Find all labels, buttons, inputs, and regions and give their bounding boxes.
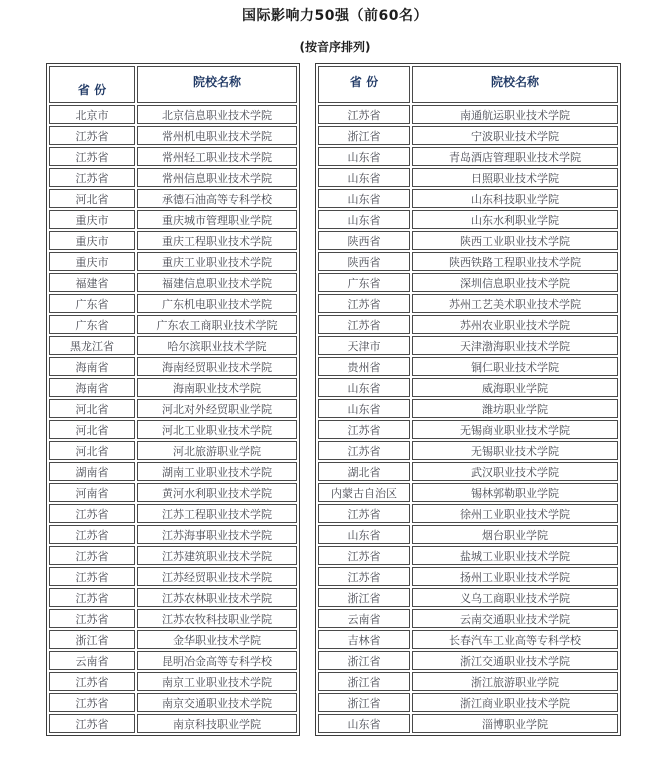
province-cell: 江苏省 xyxy=(49,126,135,145)
table-row xyxy=(49,441,297,460)
institution-cell: 无锡职业技术学院 xyxy=(412,441,618,460)
table-row xyxy=(49,609,297,628)
institution-cell: 浙江商业职业技术学院 xyxy=(412,693,618,712)
institution-cell: 广东机电职业技术学院 xyxy=(137,294,297,313)
province-cell: 广东省 xyxy=(318,273,410,292)
province-cell: 海南省 xyxy=(49,357,135,376)
table-row xyxy=(318,210,618,229)
table-row xyxy=(318,525,618,544)
page-subtitle: (按音序排列) xyxy=(299,40,371,54)
table-row xyxy=(49,231,297,250)
institution-cell: 南京工业职业技术学院 xyxy=(137,672,297,691)
table-row xyxy=(318,336,618,355)
province-cell: 江苏省 xyxy=(49,588,135,607)
province-cell: 山东省 xyxy=(318,378,410,397)
table-row xyxy=(318,231,618,250)
table-row xyxy=(49,378,297,397)
table-row xyxy=(49,168,297,187)
province-cell: 重庆市 xyxy=(49,231,135,250)
table-row xyxy=(49,210,297,229)
table-row xyxy=(49,105,297,124)
table-row xyxy=(318,252,618,271)
institution-cell: 常州轻工职业技术学院 xyxy=(137,147,297,166)
institution-cell: 云南交通职业技术学院 xyxy=(412,609,618,628)
table-row xyxy=(49,630,297,649)
province-cell: 山东省 xyxy=(318,168,410,187)
table-row xyxy=(318,105,618,124)
table-row xyxy=(49,147,297,166)
province-cell: 海南省 xyxy=(49,378,135,397)
table-row xyxy=(318,357,618,376)
header-row xyxy=(318,66,618,103)
table-row xyxy=(49,504,297,523)
institution-cell: 常州机电职业技术学院 xyxy=(137,126,297,145)
province-cell: 山东省 xyxy=(318,399,410,418)
institution-cell: 南京科技职业学院 xyxy=(137,714,297,733)
table-row xyxy=(318,651,618,670)
column-header-institution: 院校名称 xyxy=(412,66,618,103)
province-cell: 江苏省 xyxy=(318,105,410,124)
table-row xyxy=(49,273,297,292)
institution-cell: 常州信息职业技术学院 xyxy=(137,168,297,187)
institution-cell: 浙江交通职业技术学院 xyxy=(412,651,618,670)
table-row xyxy=(49,651,297,670)
table-row xyxy=(49,672,297,691)
table-row xyxy=(49,252,297,271)
table-row xyxy=(49,336,297,355)
table-row xyxy=(318,420,618,439)
institution-cell: 浙江旅游职业学院 xyxy=(412,672,618,691)
institution-cell: 苏州工艺美术职业技术学院 xyxy=(412,294,618,313)
province-cell: 北京市 xyxy=(49,105,135,124)
column-header-institution: 院校名称 xyxy=(137,66,297,103)
province-cell: 河北省 xyxy=(49,399,135,418)
institution-cell: 日照职业技术学院 xyxy=(412,168,618,187)
province-cell: 湖北省 xyxy=(318,462,410,481)
table-row xyxy=(49,357,297,376)
province-cell: 浙江省 xyxy=(318,588,410,607)
institution-cell: 潍坊职业学院 xyxy=(412,399,618,418)
table-row xyxy=(318,189,618,208)
institution-cell: 天津渤海职业技术学院 xyxy=(412,336,618,355)
province-cell: 山东省 xyxy=(318,147,410,166)
institution-cell: 锡林郭勒职业学院 xyxy=(412,483,618,502)
province-cell: 江苏省 xyxy=(49,567,135,586)
institution-cell: 江苏农林职业技术学院 xyxy=(137,588,297,607)
province-cell: 河南省 xyxy=(49,483,135,502)
province-cell: 江苏省 xyxy=(318,420,410,439)
institution-cell: 福建信息职业技术学院 xyxy=(137,273,297,292)
institution-cell: 江苏工程职业技术学院 xyxy=(137,504,297,523)
province-cell: 江苏省 xyxy=(318,441,410,460)
table-row xyxy=(318,168,618,187)
table-row xyxy=(318,693,618,712)
province-cell: 山东省 xyxy=(318,525,410,544)
institution-cell: 陕西铁路工程职业技术学院 xyxy=(412,252,618,271)
table-row xyxy=(49,399,297,418)
institution-cell: 河北对外经贸职业学院 xyxy=(137,399,297,418)
institution-cell: 南京交通职业技术学院 xyxy=(137,693,297,712)
table-row xyxy=(318,567,618,586)
table-row xyxy=(49,126,297,145)
institution-cell: 淄博职业学院 xyxy=(412,714,618,733)
table-row xyxy=(49,315,297,334)
province-cell: 江苏省 xyxy=(318,546,410,565)
institution-cell: 重庆城市管理职业学院 xyxy=(137,210,297,229)
province-cell: 江苏省 xyxy=(49,147,135,166)
province-cell: 浙江省 xyxy=(318,126,410,145)
province-cell: 云南省 xyxy=(318,609,410,628)
institution-cell: 江苏农牧科技职业学院 xyxy=(137,609,297,628)
table-row xyxy=(318,588,618,607)
institution-cell: 河北工业职业技术学院 xyxy=(137,420,297,439)
province-cell: 福建省 xyxy=(49,273,135,292)
table-row xyxy=(49,525,297,544)
institution-cell: 承德石油高等专科学校 xyxy=(137,189,297,208)
province-cell: 广东省 xyxy=(49,315,135,334)
table-row xyxy=(49,420,297,439)
institution-cell: 湖南工业职业技术学院 xyxy=(137,462,297,481)
province-cell: 内蒙古自治区 xyxy=(318,483,410,502)
document-page xyxy=(0,5,670,736)
header-row xyxy=(49,66,297,103)
column-header-province: 省 份 xyxy=(49,66,135,103)
province-cell: 重庆市 xyxy=(49,210,135,229)
province-cell: 天津市 xyxy=(318,336,410,355)
ranking-table-left xyxy=(46,63,300,736)
institution-cell: 武汉职业技术学院 xyxy=(412,462,618,481)
table-row xyxy=(49,189,297,208)
institution-cell: 金华职业技术学院 xyxy=(137,630,297,649)
table-row xyxy=(318,462,618,481)
province-cell: 广东省 xyxy=(49,294,135,313)
province-cell: 陕西省 xyxy=(318,231,410,250)
table-row xyxy=(49,567,297,586)
institution-cell: 江苏经贸职业技术学院 xyxy=(137,567,297,586)
province-cell: 江苏省 xyxy=(318,315,410,334)
institution-cell: 黄河水利职业技术学院 xyxy=(137,483,297,502)
table-row xyxy=(49,546,297,565)
institution-cell: 青岛酒店管理职业技术学院 xyxy=(412,147,618,166)
province-cell: 江苏省 xyxy=(49,672,135,691)
province-cell: 江苏省 xyxy=(49,168,135,187)
institution-cell: 盐城工业职业技术学院 xyxy=(412,546,618,565)
table-row xyxy=(318,630,618,649)
institution-cell: 南通航运职业技术学院 xyxy=(412,105,618,124)
table-row xyxy=(318,399,618,418)
institution-cell: 陕西工业职业技术学院 xyxy=(412,231,618,250)
institution-cell: 江苏海事职业技术学院 xyxy=(137,525,297,544)
province-cell: 浙江省 xyxy=(318,693,410,712)
province-cell: 江苏省 xyxy=(318,504,410,523)
institution-cell: 烟台职业学院 xyxy=(412,525,618,544)
province-cell: 江苏省 xyxy=(49,504,135,523)
table-row xyxy=(318,315,618,334)
table-row xyxy=(49,294,297,313)
institution-cell: 铜仁职业技术学院 xyxy=(412,357,618,376)
province-cell: 江苏省 xyxy=(49,609,135,628)
column-header-province: 省 份 xyxy=(318,66,410,103)
institution-cell: 重庆工程职业技术学院 xyxy=(137,231,297,250)
institution-cell: 广东农工商职业技术学院 xyxy=(137,315,297,334)
province-cell: 河北省 xyxy=(49,189,135,208)
table-row xyxy=(318,483,618,502)
institution-cell: 海南职业技术学院 xyxy=(137,378,297,397)
institution-cell: 义乌工商职业技术学院 xyxy=(412,588,618,607)
institution-cell: 苏州农业职业技术学院 xyxy=(412,315,618,334)
province-cell: 重庆市 xyxy=(49,252,135,271)
province-cell: 山东省 xyxy=(318,210,410,229)
page-title: 国际影响力50强（前60名） xyxy=(242,8,428,24)
province-cell: 江苏省 xyxy=(49,525,135,544)
institution-cell: 扬州工业职业技术学院 xyxy=(412,567,618,586)
table-row xyxy=(318,714,618,733)
table-row xyxy=(318,672,618,691)
province-cell: 江苏省 xyxy=(318,294,410,313)
institution-cell: 哈尔滨职业技术学院 xyxy=(137,336,297,355)
table-row xyxy=(49,483,297,502)
province-cell: 陕西省 xyxy=(318,252,410,271)
institution-cell: 无锡商业职业技术学院 xyxy=(412,420,618,439)
table-row xyxy=(318,546,618,565)
institution-cell: 江苏建筑职业技术学院 xyxy=(137,546,297,565)
province-cell: 山东省 xyxy=(318,189,410,208)
table-row xyxy=(318,126,618,145)
table-row xyxy=(49,462,297,481)
province-cell: 浙江省 xyxy=(318,672,410,691)
table-row xyxy=(49,714,297,733)
institution-cell: 宁波职业技术学院 xyxy=(412,126,618,145)
institution-cell: 昆明冶金高等专科学校 xyxy=(137,651,297,670)
table-row xyxy=(318,378,618,397)
table-row xyxy=(318,147,618,166)
province-cell: 江苏省 xyxy=(49,714,135,733)
province-cell: 江苏省 xyxy=(49,546,135,565)
province-cell: 黑龙江省 xyxy=(49,336,135,355)
province-cell: 浙江省 xyxy=(318,651,410,670)
table-row xyxy=(318,441,618,460)
province-cell: 贵州省 xyxy=(318,357,410,376)
institution-cell: 河北旅游职业学院 xyxy=(137,441,297,460)
institution-cell: 深圳信息职业技术学院 xyxy=(412,273,618,292)
institution-cell: 长春汽车工业高等专科学校 xyxy=(412,630,618,649)
institution-cell: 北京信息职业技术学院 xyxy=(137,105,297,124)
table-row xyxy=(49,693,297,712)
province-cell: 江苏省 xyxy=(49,693,135,712)
table-row xyxy=(318,504,618,523)
province-cell: 吉林省 xyxy=(318,630,410,649)
province-cell: 湖南省 xyxy=(49,462,135,481)
institution-cell: 山东科技职业学院 xyxy=(412,189,618,208)
institution-cell: 山东水利职业学院 xyxy=(412,210,618,229)
tables-container xyxy=(0,63,670,736)
institution-cell: 海南经贸职业技术学院 xyxy=(137,357,297,376)
province-cell: 河北省 xyxy=(49,441,135,460)
province-cell: 云南省 xyxy=(49,651,135,670)
institution-cell: 徐州工业职业技术学院 xyxy=(412,504,618,523)
table-row xyxy=(318,294,618,313)
institution-cell: 重庆工业职业技术学院 xyxy=(137,252,297,271)
ranking-table-right xyxy=(315,63,621,736)
province-cell: 山东省 xyxy=(318,714,410,733)
province-cell: 江苏省 xyxy=(318,567,410,586)
province-cell: 河北省 xyxy=(49,420,135,439)
institution-cell: 威海职业学院 xyxy=(412,378,618,397)
province-cell: 浙江省 xyxy=(49,630,135,649)
table-row xyxy=(49,588,297,607)
table-row xyxy=(318,609,618,628)
table-row xyxy=(318,273,618,292)
